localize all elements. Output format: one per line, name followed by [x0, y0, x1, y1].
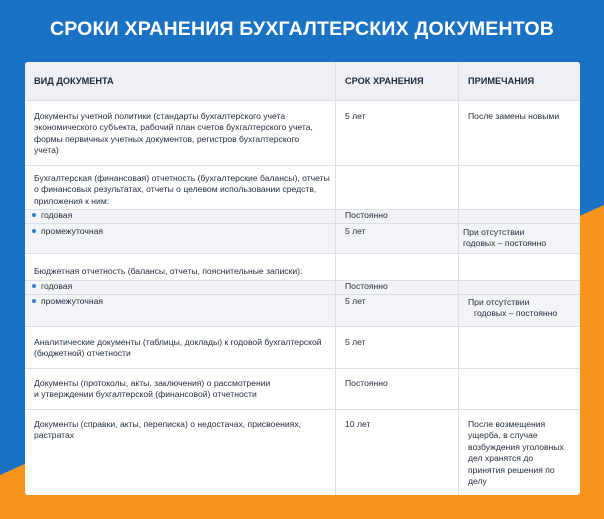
text-line: возбуждения уголовных [468, 441, 564, 452]
row-3-doc: Бюджетная отчетность (балансы, отчеты, пояснительные записки): [34, 266, 303, 276]
text-line: формы первичных учетных документов, регистров бухгалтерского [34, 133, 300, 144]
bullet-icon [32, 284, 36, 288]
row-2-sub-interim: промежуточная [41, 226, 104, 236]
row-6-term: 10 лет [345, 419, 371, 429]
text-line: При отсутствии [463, 227, 525, 237]
table-row-band [25, 209, 580, 223]
row-6-doc [34, 419, 301, 442]
row-3-sub-annual: годовая [41, 281, 73, 291]
row-1-doc [34, 111, 313, 157]
text-line: Бухгалтерская (финансовая) отчетность (бухгалтерские балансы), отчеты [34, 173, 330, 183]
text-line: Документы учетной политики (стандарты бухгалтерского учета [34, 111, 286, 121]
header-retention-term: СРОК ХРАНЕНИЯ [345, 76, 424, 86]
row-divider [25, 253, 580, 254]
text-line: годовых – постоянно [474, 308, 558, 319]
row-4-term: 5 лет [345, 337, 366, 347]
text-line: годовых – постоянно [463, 238, 547, 249]
table-header [25, 62, 580, 101]
text-line: делу [468, 476, 487, 487]
row-2-sub-interim-notes [463, 227, 546, 250]
row-divider [25, 368, 580, 369]
row-3-sub-interim-term: 5 лет [345, 296, 366, 306]
row-divider [25, 409, 580, 410]
text-line: При отсутствии [468, 297, 530, 307]
text-line: учета) [34, 145, 59, 156]
text-line: После возмещения [468, 419, 546, 429]
row-3-sub-interim-notes [468, 297, 557, 320]
page-title: СРОКИ ХРАНЕНИЯ БУХГАЛТЕРСКИХ ДОКУМЕНТОВ [49, 18, 555, 40]
row-divider [25, 165, 580, 166]
row-2-sub-annual: годовая [41, 210, 73, 220]
text-line: дел хранятся до [468, 453, 534, 464]
row-4-doc [34, 337, 322, 360]
text-line: приложения к ним: [34, 195, 110, 206]
row-divider [25, 294, 580, 295]
header-notes: ПРИМЕЧАНИЯ [468, 76, 535, 86]
text-line: принятия решения по [468, 464, 555, 475]
retention-table [25, 62, 580, 495]
row-divider [25, 326, 580, 327]
header-doc-type: ВИД ДОКУМЕНТА [34, 76, 114, 86]
bullet-icon [32, 229, 36, 233]
row-1-term: 5 лет [345, 111, 366, 121]
text-line: Документы (протоколы, акты, заключения) о рассмотрении [34, 378, 271, 388]
text-line: Документы (справки, акты, переписка) о недостачах, присвоениях, [34, 419, 301, 429]
row-divider [25, 223, 580, 224]
text-line: (бюджетной) отчетности [34, 348, 131, 359]
column-divider [335, 62, 336, 495]
text-line: растратах [34, 430, 75, 441]
text-line: ущерба, в случае [468, 430, 538, 441]
row-5-term: Постоянно [345, 378, 388, 388]
row-divider [25, 209, 580, 210]
row-6-notes [468, 419, 564, 487]
row-2-sub-annual-term: Постоянно [345, 210, 388, 220]
text-line: Аналитические документы (таблицы, доклады) к годовой бухгалтерской [34, 337, 322, 347]
row-2-doc [34, 173, 330, 207]
column-divider [458, 62, 459, 495]
row-divider [25, 280, 580, 281]
bullet-icon [32, 299, 36, 303]
text-line: о финансовых результатах, отчеты о целевом использовании средств, [34, 184, 317, 195]
text-line: экономического субъекта, рабочий план счетов бухгалтерского учета, [34, 122, 313, 133]
row-3-sub-annual-term: Постоянно [345, 281, 388, 291]
row-3-sub-interim: промежуточная [41, 296, 104, 306]
row-2-sub-interim-term: 5 лет [345, 226, 366, 236]
table-row-band [25, 280, 580, 294]
bullet-icon [32, 213, 36, 217]
row-5-doc [34, 378, 270, 401]
row-1-notes: После замены новыми [468, 111, 560, 121]
text-line: и утверждении бухгалтерской (финансовой) отчетности [34, 389, 257, 400]
